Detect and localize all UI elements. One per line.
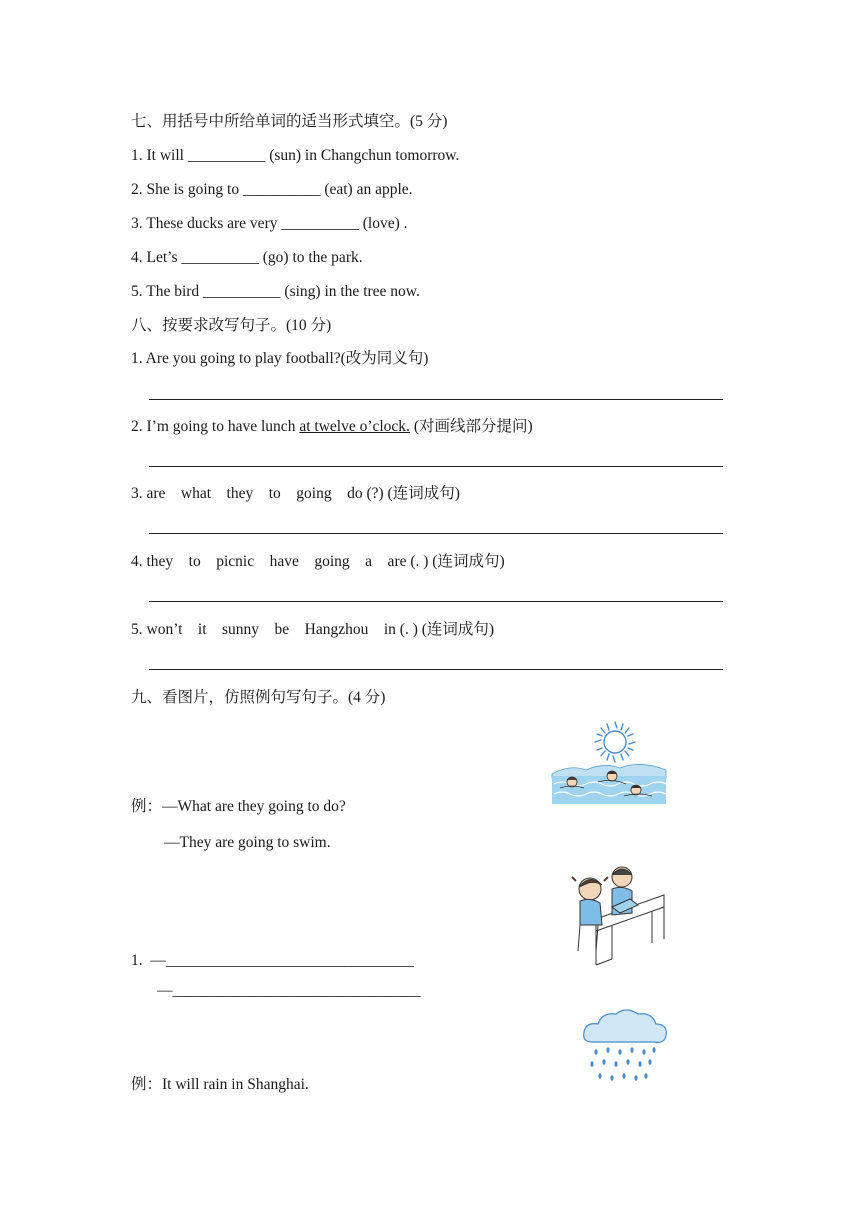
section-7-heading: 七、用括号中所给单词的适当形式填空。(5 分) (131, 113, 448, 130)
children-at-desk-icon (566, 855, 670, 969)
q2-suffix: (对画线部分提问) (409, 418, 533, 435)
example-1-question: 例：—What are they going to do? (131, 798, 346, 815)
section-8-heading: 八、按要求改写句子。(10 分) (131, 317, 332, 334)
sec8-question-4: 4. they to picnic have going a are (. ) (连词成句) (131, 553, 505, 570)
answer-line[interactable] (149, 466, 723, 467)
sec8-question-5: 5. won’t it sunny be Hangzhou in (. ) (连词成句) (131, 621, 495, 638)
sec8-question-2 (131, 417, 533, 437)
sec7-item-1: 1. It will __________ (sun) in Changchun tomorrow. (131, 147, 460, 164)
sec9-question-1-line-b[interactable]: —________________________________ (157, 982, 421, 999)
answer-line[interactable] (149, 399, 723, 400)
sec8-question-3: 3. are what they to going do (?) (连词成句) (131, 485, 460, 502)
q2-prefix: 2. I’m going to have lunch (131, 418, 300, 435)
section-9-heading: 九、看图片，仿照例句写句子。(4 分) (131, 689, 386, 706)
sec7-item-2: 2. She is going to __________ (eat) an apple. (131, 181, 413, 198)
sec9-question-1-line-a[interactable]: 1. —________________________________ (131, 952, 414, 969)
sec7-item-4: 4. Let’s __________ (go) to the park. (131, 249, 363, 266)
sec7-item-3: 3. These ducks are very __________ (love) . (131, 215, 408, 232)
answer-line[interactable] (149, 669, 723, 670)
q2-underlined-phrase: at twelve o’clock. (299, 418, 410, 435)
answer-line[interactable] (149, 601, 723, 602)
example-2-sentence: 例：It will rain in Shanghai. (131, 1076, 309, 1093)
rain-cloud-icon (580, 1006, 670, 1090)
sec7-item-5: 5. The bird __________ (sing) in the tree now. (131, 283, 420, 300)
answer-line[interactable] (149, 533, 723, 534)
example-1-answer: —They are going to swim. (164, 834, 331, 851)
sun-and-swimmers-icon (550, 718, 668, 808)
sec8-question-1: 1. Are you going to play football?(改为同义句) (131, 350, 429, 367)
